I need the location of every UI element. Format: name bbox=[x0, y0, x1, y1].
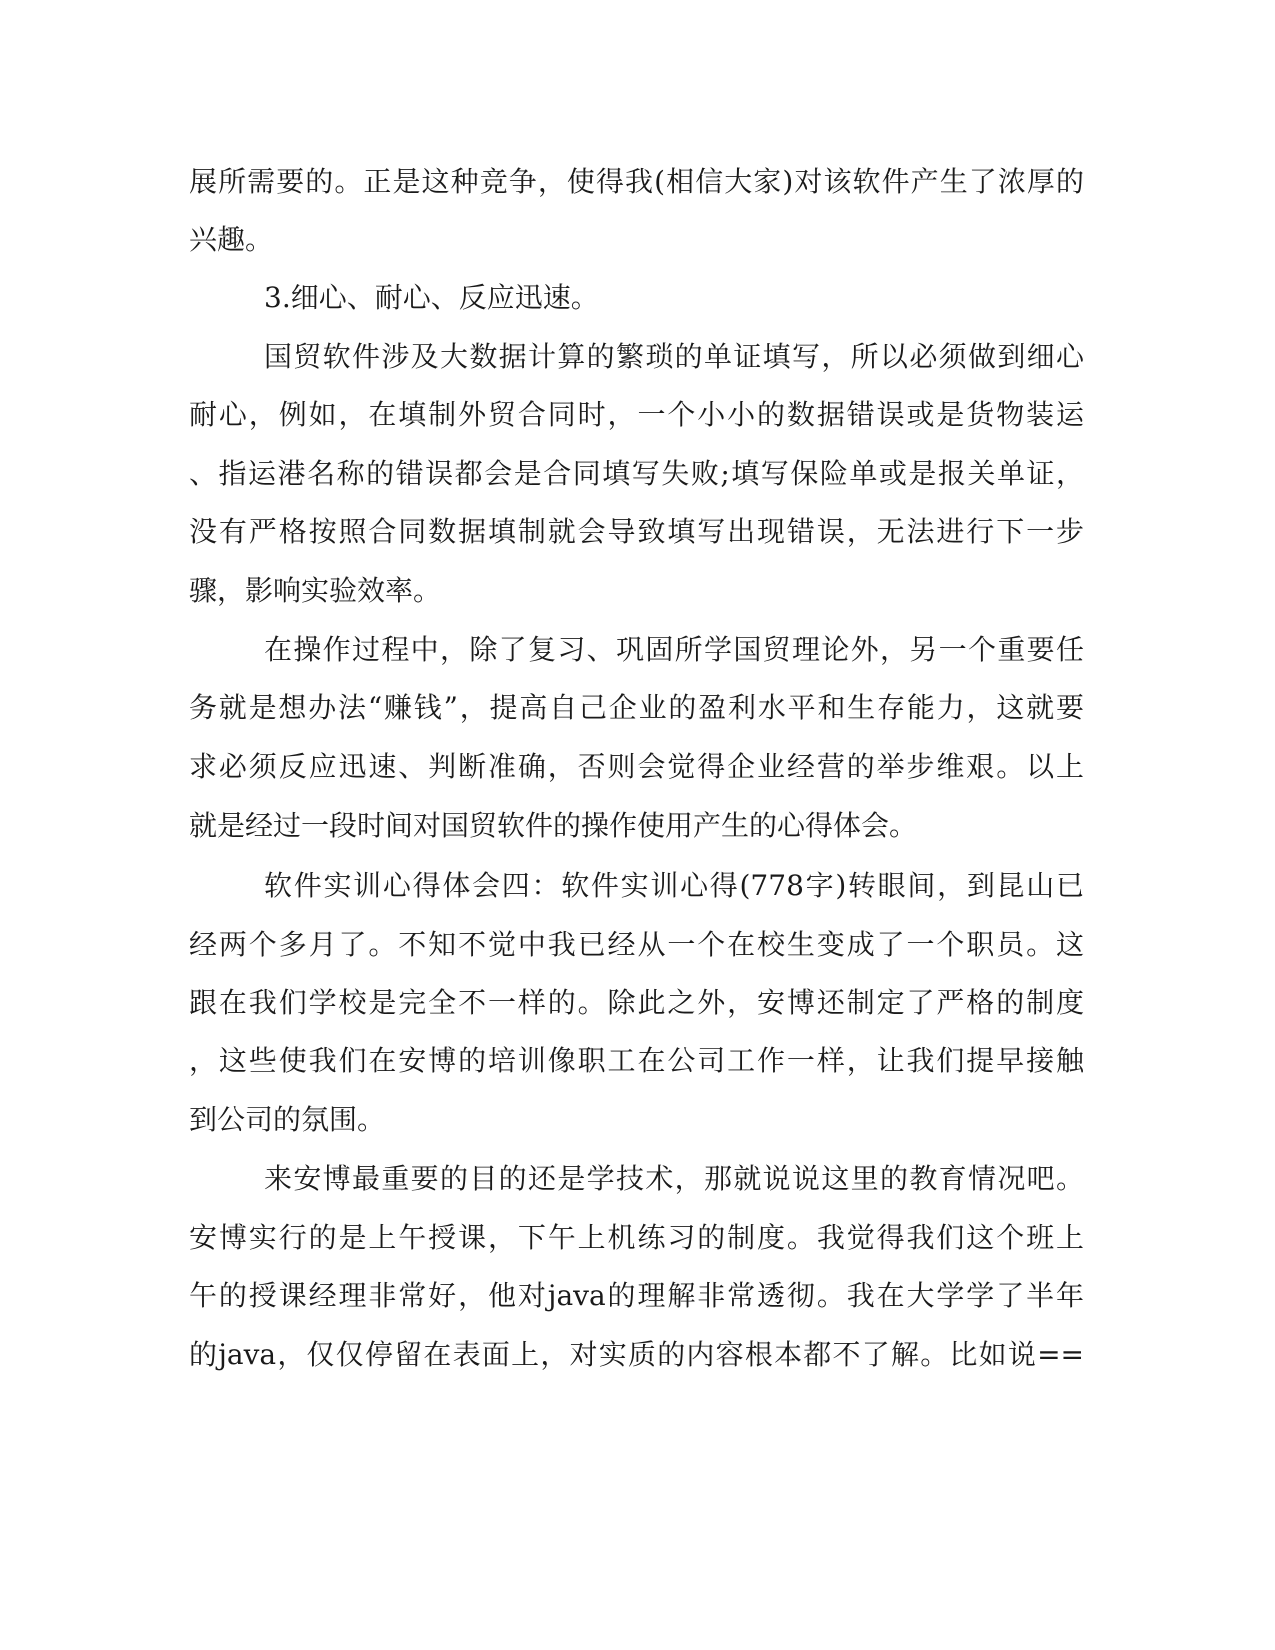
text-line: 安博实行的是上午授课，下午上机练习的制度。我觉得我们这个班上 bbox=[189, 1221, 1084, 1254]
text-line: 跟在我们学校是完全不一样的。除此之外，安博还制定了严格的制度 bbox=[189, 986, 1084, 1019]
text-line: 展所需要的。正是这种竞争，使得我(相信大家)对该软件产生了浓厚的 bbox=[189, 165, 1084, 198]
text-line: 来安博最重要的目的还是学技术，那就说说这里的教育情况吧。 bbox=[264, 1162, 1084, 1195]
text-line: 在操作过程中，除了复习、巩固所学国贸理论外，另一个重要任 bbox=[264, 633, 1084, 666]
text-line: 的java，仅仅停留在表面上，对实质的内容根本都不了解。比如说== bbox=[189, 1338, 1084, 1371]
text-line: 兴趣。 bbox=[189, 223, 274, 256]
text-line: 骤，影响实验效率。 bbox=[189, 574, 442, 607]
text-line: 务就是想办法“赚钱”，提高自己企业的盈利水平和生存能力，这就要 bbox=[189, 691, 1084, 724]
text-line: 到公司的氛围。 bbox=[189, 1103, 386, 1136]
text-line: 求必须反应迅速、判断准确，否则会觉得企业经营的举步维艰。以上 bbox=[189, 750, 1084, 783]
section-heading: 3.细心、耐心、反应迅速。 bbox=[264, 281, 599, 314]
text-line: 国贸软件涉及大数据计算的繁琐的单证填写，所以必须做到细心 bbox=[264, 340, 1084, 373]
text-line: 、指运港名称的错误都会是合同填写失败;填写保险单或是报关单证， bbox=[189, 457, 1084, 490]
text-line: 就是经过一段时间对国贸软件的操作使用产生的心得体会。 bbox=[189, 809, 918, 842]
text-line: 软件实训心得体会四：软件实训心得(778字)转眼间，到昆山已 bbox=[264, 869, 1084, 902]
text-line: 耐心，例如，在填制外贸合同时，一个小小的数据错误或是货物装运 bbox=[189, 398, 1084, 431]
text-line: 午的授课经理非常好，他对java的理解非常透彻。我在大学学了半年 bbox=[189, 1279, 1084, 1312]
text-line: 没有严格按照合同数据填制就会导致填写出现错误，无法进行下一步 bbox=[189, 515, 1084, 548]
text-line: 经两个多月了。不知不觉中我已经从一个在校生变成了一个职员。这 bbox=[189, 928, 1084, 961]
text-line: ，这些使我们在安博的培训像职工在公司工作一样，让我们提早接触 bbox=[189, 1044, 1084, 1077]
